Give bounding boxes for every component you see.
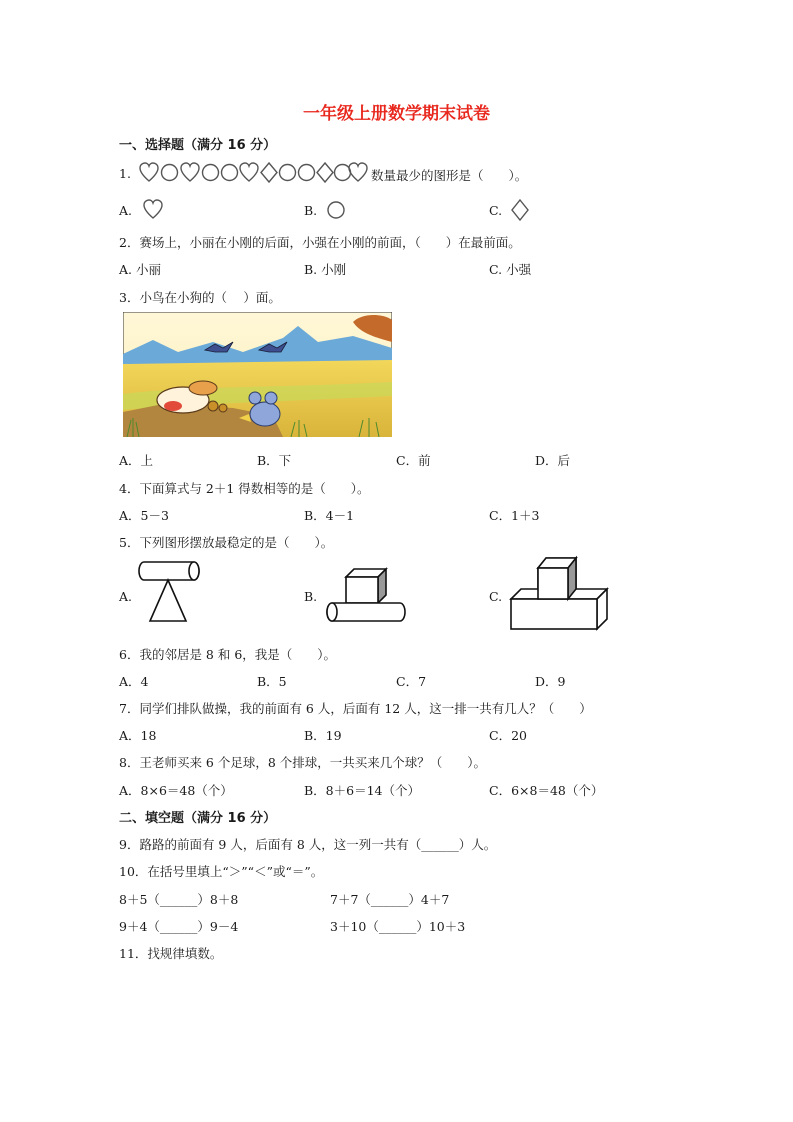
heart-icon — [140, 163, 158, 181]
section-heading-choice: 一、选择题（满分 16 分） — [119, 138, 277, 153]
heart-icon — [240, 163, 258, 181]
diamond-icon — [261, 163, 277, 182]
q1-option-c-label: C. — [489, 203, 503, 218]
q9-question-text: 9．路路的前面有 9 人，后面有 8 人，这一列一共有（______）人。 — [119, 837, 497, 852]
q5-option-b-label: B. — [304, 589, 318, 604]
q4-option-a: A．5－3 — [119, 508, 169, 523]
q10-item-4: 3＋10（______）10＋3 — [330, 919, 466, 934]
q5-option-a-label: A. — [119, 589, 133, 604]
heart-icon — [349, 163, 367, 181]
q5-question-text: 5．下列图形摆放最稳定的是（ ）。 — [119, 535, 334, 550]
q1-shape-sequence — [138, 162, 368, 184]
q3-option-b: B．下 — [257, 453, 292, 468]
q2-question-text: 2．赛场上，小丽在小刚的后面，小强在小刚的前面，（ ）在最前面。 — [119, 235, 521, 250]
q3-option-a: A．上 — [119, 453, 154, 468]
q2-option-b: B. 小刚 — [304, 262, 347, 277]
q3-option-d: D．后 — [535, 453, 571, 468]
q4-option-b: B．4－1 — [304, 508, 355, 523]
q8-option-c: C．6×8＝48（个） — [489, 783, 604, 798]
q6-option-b: B．5 — [257, 674, 287, 689]
q7-question-text: 7．同学们排队做操，我的前面有 6 人，后面有 12 人，这一排一共有几人？（ ） — [119, 701, 592, 716]
q7-option-b: B．19 — [304, 728, 342, 743]
circle-icon — [326, 200, 346, 220]
diamond-icon — [317, 163, 333, 182]
q10-item-3: 9＋4（______）9－4 — [119, 919, 239, 934]
circle-icon — [335, 165, 351, 181]
q10-item-2: 7＋7（______）4＋7 — [330, 892, 450, 907]
q8-question-text: 8．王老师买来 6 个足球，8 个排球，一共买来几个球？（ ）。 — [119, 755, 487, 770]
q8-option-b: B．8＋6＝14（个） — [304, 783, 420, 798]
section-heading-fill-blank: 二、填空题（满分 16 分） — [119, 811, 277, 826]
q5-shape-cylinder-on-cone — [138, 558, 204, 624]
q1-option-b-label: B. — [304, 203, 318, 218]
q10-question-text: 10．在括号里填上“＞”“＜”或“＝”。 — [119, 864, 324, 879]
q1-option-a-label: A. — [119, 203, 133, 218]
q7-option-c: C．20 — [489, 728, 527, 743]
q3-option-c: C．前 — [396, 453, 431, 468]
q11-question-text: 11．找规律填数。 — [119, 946, 223, 961]
circle-icon — [222, 165, 238, 181]
q4-option-c: C．1＋3 — [489, 508, 540, 523]
q6-option-d: D．9 — [535, 674, 566, 689]
q5-option-c-label: C. — [489, 589, 503, 604]
q6-question-text: 6．我的邻居是 8 和 6，我是（ ）。 — [119, 647, 337, 662]
circle-icon — [299, 165, 315, 181]
q3-question-text: 3．小鸟在小狗的（ ）面。 — [119, 290, 281, 305]
q2-option-a: A. 小丽 — [119, 262, 161, 277]
q6-option-a: A．4 — [119, 674, 149, 689]
q1-question-text: 数量最少的图形是（ ）。 — [371, 168, 528, 183]
q10-item-1: 8＋5（______）8＋8 — [119, 892, 239, 907]
circle-icon — [162, 165, 178, 181]
q2-option-c: C. 小强 — [489, 262, 532, 277]
q6-option-c: C．7 — [396, 674, 427, 689]
diamond-icon — [509, 198, 531, 222]
page-title: 一年级上册数学期末试卷 — [303, 104, 490, 124]
q4-question-text: 4．下面算式与 2＋1 得数相等的是（ ）。 — [119, 481, 370, 496]
q3-illustration-bird-dog — [123, 312, 392, 437]
q5-shape-cube-on-box — [508, 554, 610, 634]
q7-option-a: A．18 — [119, 728, 157, 743]
circle-icon — [203, 165, 219, 181]
q1-number: 1. — [119, 166, 131, 181]
q5-shape-cube-on-cylinder — [324, 567, 408, 623]
heart-icon — [181, 163, 199, 181]
q8-option-a: A．8×6＝48（个） — [119, 783, 233, 798]
heart-icon — [143, 198, 165, 220]
circle-icon — [280, 165, 296, 181]
